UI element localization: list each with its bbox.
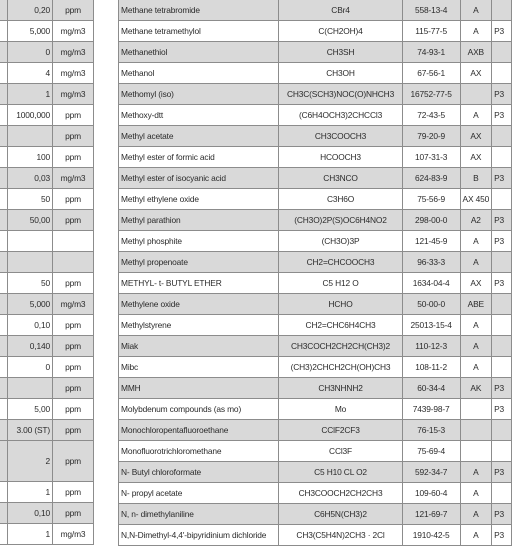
right-table-row <box>119 252 512 273</box>
left-cell-unit: ppm <box>53 357 94 378</box>
right-table-row <box>119 357 512 378</box>
particle-filter-cell <box>492 441 512 462</box>
formula-cell: CH2=CHCOOCH3 <box>279 252 402 273</box>
left-cell-value: 1 <box>8 84 53 105</box>
left-cell-code <box>0 252 8 273</box>
left-cell-unit: mg/m3 <box>53 84 94 105</box>
formula-cell: CH3NHNH2 <box>279 378 402 399</box>
cas-number-cell: 298-00-0 <box>402 210 460 231</box>
formula-cell: C5 H12 O <box>279 273 402 294</box>
cas-number-cell: 16752-77-5 <box>402 84 460 105</box>
particle-filter-cell <box>492 0 512 21</box>
right-table-row <box>119 315 512 336</box>
formula-cell: CBr4 <box>279 0 402 21</box>
left-cell-code <box>0 294 8 315</box>
particle-filter-cell <box>492 357 512 378</box>
formula-cell: HCHO <box>279 294 402 315</box>
cas-number-cell: 25013-15-4 <box>402 315 460 336</box>
left-cell-unit: mg/m3 <box>53 63 94 84</box>
left-cell-code <box>0 105 8 126</box>
left-cell-value <box>8 378 53 399</box>
filter-class-cell: A <box>460 462 492 483</box>
right-table-row <box>119 273 512 294</box>
formula-cell: CH2=CHC6H4CH3 <box>279 315 402 336</box>
substance-name-cell: Methylene oxide <box>119 294 279 315</box>
filter-class-cell <box>460 441 492 462</box>
particle-filter-cell: P3 <box>492 525 512 546</box>
cas-number-cell: 121-69-7 <box>402 504 460 525</box>
filter-class-cell: A <box>460 21 492 42</box>
left-table-row <box>0 420 94 441</box>
left-cell-code <box>0 231 8 252</box>
substance-name-cell: Monochloropentafluoroethane <box>119 420 279 441</box>
left-cell-value <box>8 231 53 252</box>
particle-filter-cell <box>492 336 512 357</box>
particle-filter-cell: P3 <box>492 168 512 189</box>
left-cell-code <box>0 84 8 105</box>
substance-name-cell: Methyl ethylene oxide <box>119 189 279 210</box>
filter-class-cell <box>460 399 492 420</box>
cas-number-cell: 1634-04-4 <box>402 273 460 294</box>
left-cell-unit: ppm <box>53 315 94 336</box>
cas-number-cell: 79-20-9 <box>402 126 460 147</box>
left-cell-code <box>0 126 8 147</box>
right-table-row <box>119 231 512 252</box>
right-table-row <box>119 210 512 231</box>
left-cell-unit: ppm <box>53 482 94 503</box>
formula-cell: C3H6O <box>279 189 402 210</box>
filter-class-cell: ABE <box>460 294 492 315</box>
substance-name-cell: Methylstyrene <box>119 315 279 336</box>
left-table-row <box>0 482 94 503</box>
filter-class-cell: A <box>460 315 492 336</box>
left-cell-value: 50,00 <box>8 210 53 231</box>
particle-filter-cell <box>492 63 512 84</box>
left-cell-unit <box>53 252 94 273</box>
left-cell-value: 1 <box>8 524 53 545</box>
filter-class-cell: AX 450 <box>460 189 492 210</box>
cas-number-cell: 115-77-5 <box>402 21 460 42</box>
cas-number-cell: 624-83-9 <box>402 168 460 189</box>
particle-filter-cell <box>492 147 512 168</box>
left-cell-value: 0,03 <box>8 168 53 189</box>
left-table-row <box>0 503 94 524</box>
substance-name-cell: Methyl acetate <box>119 126 279 147</box>
left-cell-code <box>0 357 8 378</box>
left-cell-value: 50 <box>8 189 53 210</box>
left-cell-unit: ppm <box>53 189 94 210</box>
formula-cell: (C6H4OCH3)2CHCCl3 <box>279 105 402 126</box>
formula-cell: CClF2CF3 <box>279 420 402 441</box>
left-table-body <box>0 0 94 545</box>
left-cell-value: 0,10 <box>8 315 53 336</box>
left-cell-code <box>0 147 8 168</box>
left-cell-value: 0,10 <box>8 503 53 524</box>
formula-cell: CH3COOCH2CH2CH3 <box>279 483 402 504</box>
right-table-row <box>119 504 512 525</box>
substance-name-cell: Molybdenum compounds (as mo) <box>119 399 279 420</box>
left-table-row <box>0 524 94 545</box>
left-table-row <box>0 147 94 168</box>
particle-filter-cell: P3 <box>492 273 512 294</box>
filter-class-cell: A <box>460 252 492 273</box>
left-cell-unit: ppm <box>53 147 94 168</box>
left-cell-value: 2 <box>8 441 53 482</box>
substance-name-cell: Methanol <box>119 63 279 84</box>
substance-name-cell: Methoxy-dtt <box>119 105 279 126</box>
right-table-row <box>119 294 512 315</box>
left-table-row <box>0 168 94 189</box>
particle-filter-cell: P3 <box>492 462 512 483</box>
left-cell-code <box>0 315 8 336</box>
cas-number-cell: 121-45-9 <box>402 231 460 252</box>
particle-filter-cell: P3 <box>492 84 512 105</box>
left-data-table <box>0 0 94 545</box>
filter-class-cell: A <box>460 336 492 357</box>
filter-class-cell: A <box>460 357 492 378</box>
substance-name-cell: Methyl ester of formic acid <box>119 147 279 168</box>
filter-class-cell: A2 <box>460 210 492 231</box>
cas-number-cell: 60-34-4 <box>402 378 460 399</box>
filter-class-cell: A <box>460 504 492 525</box>
left-cell-unit: ppm <box>53 105 94 126</box>
left-cell-value: 0,140 <box>8 336 53 357</box>
particle-filter-cell <box>492 126 512 147</box>
left-table-row <box>0 441 94 482</box>
substance-name-cell: Methomyl (iso) <box>119 84 279 105</box>
cas-number-cell: 107-31-3 <box>402 147 460 168</box>
left-cell-code <box>0 503 8 524</box>
cas-number-cell: 67-56-1 <box>402 63 460 84</box>
left-cell-value <box>8 252 53 273</box>
formula-cell: CH3C(SCH3)NOC(O)NHCH3 <box>279 84 402 105</box>
cas-number-cell: 110-12-3 <box>402 336 460 357</box>
right-table-row <box>119 42 512 63</box>
filter-class-cell: AX <box>460 147 492 168</box>
right-table-row <box>119 84 512 105</box>
substance-name-cell: Methyl ester of isocyanic acid <box>119 168 279 189</box>
filter-class-cell: A <box>460 0 492 21</box>
left-cell-value: 1000,000 <box>8 105 53 126</box>
particle-filter-cell <box>492 252 512 273</box>
cas-number-cell: 74-93-1 <box>402 42 460 63</box>
left-table-row <box>0 42 94 63</box>
particle-filter-cell: P3 <box>492 105 512 126</box>
substance-name-cell: N- Butyl chloroformate <box>119 462 279 483</box>
particle-filter-cell: P3 <box>492 504 512 525</box>
right-table-row <box>119 21 512 42</box>
filter-class-cell: AX <box>460 63 492 84</box>
left-cell-code <box>0 0 8 21</box>
substance-name-cell: Methyl parathion <box>119 210 279 231</box>
formula-cell: C5 H10 CL O2 <box>279 462 402 483</box>
left-table-row <box>0 63 94 84</box>
left-cell-code <box>0 378 8 399</box>
substance-name-cell: Monofluorotrichloromethane <box>119 441 279 462</box>
left-table-row <box>0 84 94 105</box>
left-table-row <box>0 189 94 210</box>
left-cell-unit: mg/m3 <box>53 524 94 545</box>
right-table-row <box>119 483 512 504</box>
substance-name-cell: N, n- dimethylaniline <box>119 504 279 525</box>
right-table-row <box>119 0 512 21</box>
filter-class-cell: A <box>460 483 492 504</box>
cas-number-cell: 75-69-4 <box>402 441 460 462</box>
right-table-row <box>119 420 512 441</box>
substance-name-cell: Methyl propenoate <box>119 252 279 273</box>
formula-cell: (CH3O)3P <box>279 231 402 252</box>
left-cell-unit: ppm <box>53 336 94 357</box>
left-cell-unit: mg/m3 <box>53 294 94 315</box>
left-cell-value: 0 <box>8 357 53 378</box>
substance-name-cell: Methanethiol <box>119 42 279 63</box>
left-cell-code <box>0 168 8 189</box>
left-cell-code <box>0 399 8 420</box>
substance-name-cell: MMH <box>119 378 279 399</box>
left-cell-code <box>0 273 8 294</box>
right-table-row <box>119 189 512 210</box>
left-cell-value: 5,000 <box>8 21 53 42</box>
left-cell-code <box>0 336 8 357</box>
left-cell-code <box>0 42 8 63</box>
left-cell-unit: ppm <box>53 273 94 294</box>
right-table-row <box>119 441 512 462</box>
substance-name-cell: Methane tetramethylol <box>119 21 279 42</box>
right-table-body <box>119 0 512 546</box>
substance-name-cell: N- propyl acetate <box>119 483 279 504</box>
filter-class-cell: AX <box>460 126 492 147</box>
left-table-row <box>0 126 94 147</box>
formula-cell: C(CH2OH)4 <box>279 21 402 42</box>
filter-class-cell: A <box>460 231 492 252</box>
particle-filter-cell <box>492 294 512 315</box>
substance-name-cell: Methane tetrabromide <box>119 0 279 21</box>
left-cell-code <box>0 482 8 503</box>
left-cell-code <box>0 189 8 210</box>
left-cell-unit: ppm <box>53 420 94 441</box>
formula-cell: CH3(C5H4N)2CH3 · 2Cl <box>279 525 402 546</box>
filter-class-cell <box>460 84 492 105</box>
particle-filter-cell <box>492 189 512 210</box>
right-table-row <box>119 147 512 168</box>
right-table-row <box>119 336 512 357</box>
right-data-table <box>118 0 512 546</box>
left-cell-value: 100 <box>8 147 53 168</box>
particle-filter-cell: P3 <box>492 231 512 252</box>
filter-class-cell: A <box>460 105 492 126</box>
left-cell-value: 0 <box>8 42 53 63</box>
left-table-row <box>0 357 94 378</box>
right-table-row <box>119 63 512 84</box>
filter-class-cell <box>460 420 492 441</box>
left-cell-value: 4 <box>8 63 53 84</box>
cas-number-cell: 592-34-7 <box>402 462 460 483</box>
cas-number-cell: 108-11-2 <box>402 357 460 378</box>
left-cell-value: 5,000 <box>8 294 53 315</box>
left-cell-code <box>0 420 8 441</box>
formula-cell: CCl3F <box>279 441 402 462</box>
right-table-row <box>119 168 512 189</box>
particle-filter-cell <box>492 315 512 336</box>
substance-name-cell: Mibc <box>119 357 279 378</box>
left-cell-unit: mg/m3 <box>53 42 94 63</box>
right-table-row <box>119 378 512 399</box>
substance-name-cell: Methyl phosphite <box>119 231 279 252</box>
formula-cell: CH3SH <box>279 42 402 63</box>
left-cell-value: 3.00 (ST) <box>8 420 53 441</box>
formula-cell: C6H5N(CH3)2 <box>279 504 402 525</box>
particle-filter-cell: P3 <box>492 21 512 42</box>
left-cell-code <box>0 441 8 482</box>
left-table-row <box>0 21 94 42</box>
left-cell-unit: ppm <box>53 503 94 524</box>
left-cell-value: 0,20 <box>8 0 53 21</box>
left-cell-unit: ppm <box>53 210 94 231</box>
filter-class-cell: A <box>460 525 492 546</box>
left-cell-code <box>0 21 8 42</box>
left-cell-unit: ppm <box>53 0 94 21</box>
formula-cell: CH3NCO <box>279 168 402 189</box>
cas-number-cell: 72-43-5 <box>402 105 460 126</box>
cas-number-cell: 96-33-3 <box>402 252 460 273</box>
right-table-row <box>119 399 512 420</box>
left-cell-value: 50 <box>8 273 53 294</box>
formula-cell: (CH3)2CHCH2CH(OH)CH3 <box>279 357 402 378</box>
cas-number-cell: 558-13-4 <box>402 0 460 21</box>
left-table-row <box>0 399 94 420</box>
particle-filter-cell <box>492 420 512 441</box>
filter-class-cell: B <box>460 168 492 189</box>
left-table-row <box>0 252 94 273</box>
left-cell-unit <box>53 231 94 252</box>
left-cell-code <box>0 524 8 545</box>
filter-class-cell: AXB <box>460 42 492 63</box>
substance-name-cell: METHYL- t- BUTYL ETHER <box>119 273 279 294</box>
cas-number-cell: 75-56-9 <box>402 189 460 210</box>
left-cell-value: 5,00 <box>8 399 53 420</box>
left-cell-value: 1 <box>8 482 53 503</box>
left-cell-code <box>0 63 8 84</box>
filter-class-cell: AK <box>460 378 492 399</box>
substance-name-cell: Miak <box>119 336 279 357</box>
particle-filter-cell: P3 <box>492 378 512 399</box>
left-cell-unit: ppm <box>53 441 94 482</box>
formula-cell: HCOOCH3 <box>279 147 402 168</box>
left-cell-value <box>8 126 53 147</box>
right-table-row <box>119 105 512 126</box>
substance-name-cell: N,N-Dimethyl-4,4'-bipyridinium dichloride <box>119 525 279 546</box>
left-table-row <box>0 315 94 336</box>
left-table-row <box>0 336 94 357</box>
left-cell-code <box>0 210 8 231</box>
left-table-row <box>0 378 94 399</box>
particle-filter-cell: P3 <box>492 210 512 231</box>
cas-number-cell: 50-00-0 <box>402 294 460 315</box>
formula-cell: CH3OH <box>279 63 402 84</box>
left-table-row <box>0 0 94 21</box>
cas-number-cell: 1910-42-5 <box>402 525 460 546</box>
cas-number-cell: 109-60-4 <box>402 483 460 504</box>
left-table-row <box>0 105 94 126</box>
formula-cell: CH3COCH2CH2CH(CH3)2 <box>279 336 402 357</box>
left-cell-unit: ppm <box>53 378 94 399</box>
left-cell-unit: mg/m3 <box>53 21 94 42</box>
left-cell-unit: ppm <box>53 126 94 147</box>
left-table-row <box>0 273 94 294</box>
right-table-row <box>119 462 512 483</box>
left-cell-unit: ppm <box>53 399 94 420</box>
right-table-row <box>119 525 512 546</box>
cas-number-cell: 76-15-3 <box>402 420 460 441</box>
left-cell-unit: mg/m3 <box>53 168 94 189</box>
cas-number-cell: 7439-98-7 <box>402 399 460 420</box>
formula-cell: (CH3O)2P(S)OC6H4NO2 <box>279 210 402 231</box>
formula-cell: Mo <box>279 399 402 420</box>
left-table-row <box>0 294 94 315</box>
particle-filter-cell <box>492 483 512 504</box>
left-table-row <box>0 231 94 252</box>
left-table-row <box>0 210 94 231</box>
particle-filter-cell: P3 <box>492 399 512 420</box>
filter-class-cell: AX <box>460 273 492 294</box>
particle-filter-cell <box>492 42 512 63</box>
formula-cell: CH3COOCH3 <box>279 126 402 147</box>
right-table-row <box>119 126 512 147</box>
